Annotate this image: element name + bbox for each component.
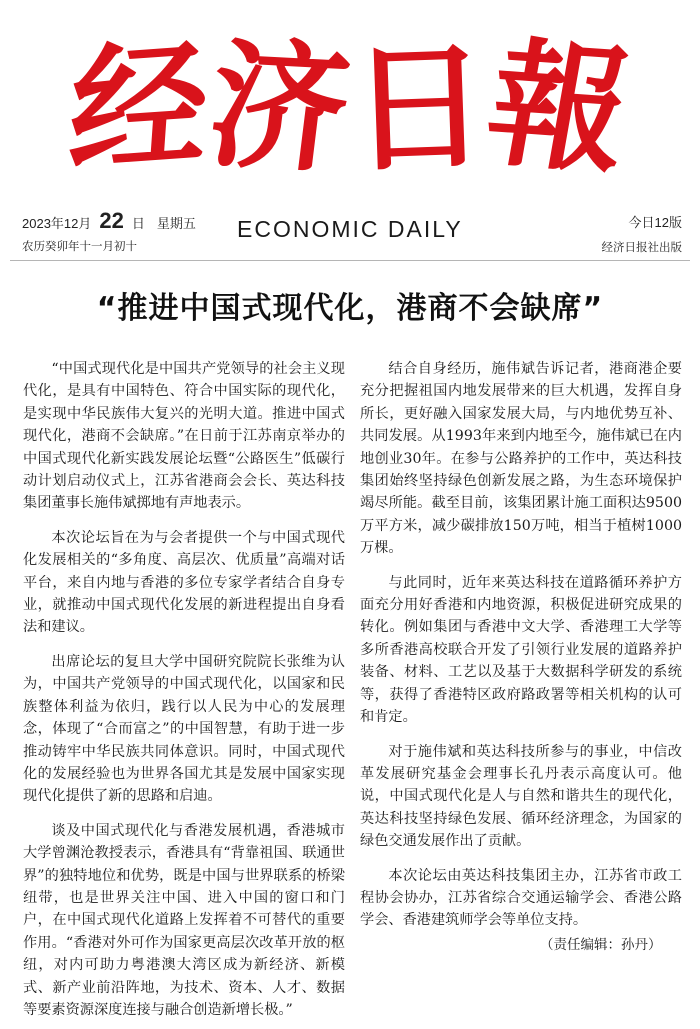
english-name: ECONOMIC DAILY (237, 216, 463, 242)
weekday: 星期五 (156, 216, 196, 231)
day-number: 22 (99, 208, 124, 233)
article-paragraph: “中国式现代化是中国共产党领导的社会主义现代化，是具有中国特色、符合中国实际的现代化，是实现中华民族伟大复兴的光明大道。推进中国式现代化，港商不会缺席。”在日前于江苏南京举办的中国式现代化新实践发展论坛暨“公路医生”低碳行动计划启动仪式上，江苏省港商会会长、英达科技集团董事长施伟斌掷地有声地表示。 (23, 361, 345, 512)
article-paragraph: 本次论坛由英达科技集团主办，江苏省市政工程协会协办，江苏省综合交通运输学会、香港公路学会、香港建筑师学会等单位支持。 (360, 867, 682, 929)
logo-char-4: 報 (476, 21, 645, 194)
logo-char-3: 日 (347, 23, 493, 192)
article-paragraph: 谈及中国式现代化与香港发展机遇，香港城市大学曾渊沧教授表示，香港具有“背靠祖国、联通世界”的独特地位和优势，既是中国与世界联系的桥梁纽带，也是世界关注中国、进入中国的窗口和门户，在中国式现代化道路上发挥着不可替代的重要作用。“香港对外可作为国家更高层次改革开放的枢纽，对内可助力粤港澳大湾区成为新经济、新模式、新产业前沿阵地，为技术、资本、人才、数据等要素资源深度连接与融合创造新增长极。” (23, 822, 345, 1018)
publisher: 经济日报社出版 (601, 240, 682, 254)
page-count: 今日12版 (628, 215, 682, 230)
article-paragraph: 出席论坛的复旦大学中国研究院院长张维为认为，中国共产党领导的中国式现代化，以国家和民族整体利益为依归，践行以人民为中心的发展理念，体现了“合而富之”的中国智慧，有助于进一步推动铸牢中华民族共同体意识。同时，中国式现代化的发展经验也为世界各国尤其是发展中国家实现现代化提供了新的思路和启迪。 (23, 653, 345, 805)
edition-info (602, 208, 683, 255)
header-divider (10, 260, 690, 261)
editor-credit: （责任编辑：孙丹） (540, 937, 662, 953)
article-paragraph: 本次论坛旨在为与会者提供一个与中国式现代化发展相关的“多角度、高层次、优质量”高端对话平台，来自内地与香港的多位专家学者结合自身专业，就推动中国式现代化发展的新进程提出自身看法和建议。 (23, 529, 345, 636)
article-paragraph: 对于施伟斌和英达科技所参与的事业，中信改革发展研究基金会理事长孔丹表示高度认可。他说，中国式现代化是人与自然和谐共生的现代化，英达科技坚持绿色发展、循环经济理念，为国家的绿色交通发展作出了贡献。 (360, 743, 682, 850)
lunar-date: 农历癸卯年十一月初十 (22, 239, 137, 253)
logo-char-2: 济 (200, 22, 360, 193)
year-month: 2023年12月 (22, 216, 92, 231)
day-suffix: 日 (131, 216, 145, 231)
article-column-right (360, 358, 682, 940)
newspaper-logo (64, 18, 645, 198)
article-paragraph: 结合自身经历，施伟斌告诉记者，港商港企要充分把握祖国内地发展带来的巨大机遇，发挥自身所长，更好融入国家发展大局，与内地优势互补、共同发展。从1993年来到内地至今，施伟斌已在内地创业30年。在参与公路养护的工作中，英达科技集团始终坚持绿色创新发展之路，为生态环境保护竭尽所能。截至目前，该集团累计施工面积达9500万平方米，减少碳排放150万吨，相当于植树1000万棵。 (360, 361, 682, 557)
article-headline: “推进中国式现代化，港商不会缺席” (96, 291, 604, 326)
article-paragraph: 与此同时，近年来英达科技在道路循环养护方面充分用好香港和内地资源，积极促进研究成果的转化。例如集团与香港中文大学、香港理工大学等多所香港高校联合开发了引领行业发展的道路养护装备、材料、工艺以及基于大数据科学研发的系统等，获得了香港特区政府路政署等相关机构的认可和肯定。 (360, 574, 682, 726)
issue-date (22, 208, 196, 254)
dateline (22, 208, 682, 256)
logo-char-1: 经 (64, 20, 216, 195)
article-column-left (23, 358, 345, 1029)
masthead (0, 0, 700, 205)
